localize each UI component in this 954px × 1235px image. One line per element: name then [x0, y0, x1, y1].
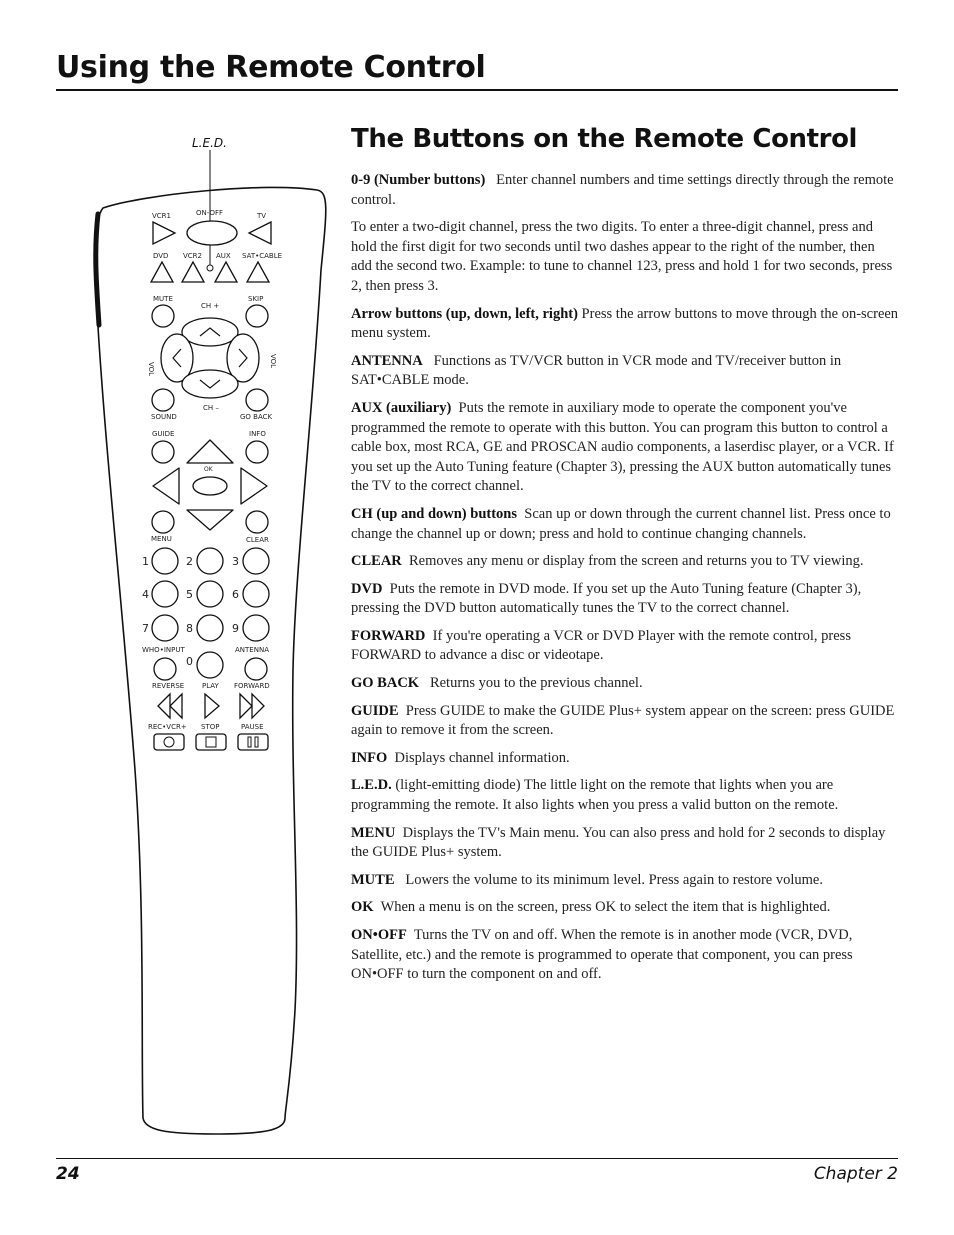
number-2-button[interactable]	[197, 548, 223, 574]
ch-down-button[interactable]	[182, 370, 238, 398]
sound-label: SOUND	[151, 413, 177, 421]
vcr2-label: VCR2	[183, 252, 202, 260]
page-number: 24	[56, 1164, 80, 1184]
entry-number-buttons	[351, 171, 899, 210]
stop-label: STOP	[201, 723, 220, 731]
clear-label: CLEAR	[246, 536, 269, 544]
go-back-label: GO BACK	[240, 413, 273, 421]
entry-term: MUTE	[351, 871, 395, 888]
mute-button[interactable]	[152, 305, 174, 327]
entry-go-back	[351, 674, 899, 694]
entry-text: If you're operating a VCR or DVD Player with the remote control, press FORWARD to advance a disc or videotape.	[351, 627, 851, 664]
entry-text: Lowers the volume to its minimum level. Press again to restore volume.	[405, 871, 823, 888]
entry-term: Arrow buttons (up, down, left, right)	[351, 305, 578, 322]
entry-text: Press GUIDE to make the GUIDE Plus+ system appear on the screen: press GUIDE again to remove it from the screen.	[351, 702, 895, 739]
guide-label: GUIDE	[152, 430, 175, 438]
entry-term: AUX (auxiliary)	[351, 399, 452, 416]
go-back-button[interactable]	[246, 389, 268, 411]
digit-6-label: 6	[232, 588, 239, 601]
number-9-button[interactable]	[243, 615, 269, 641]
skip-button[interactable]	[246, 305, 268, 327]
ch-up-button[interactable]	[182, 318, 238, 346]
guide-button[interactable]	[152, 441, 174, 463]
entry-dvd	[351, 580, 899, 619]
entry-text: When a menu is on the screen, press OK to select the item that is highlighted.	[380, 899, 831, 916]
entry-text: Displays the TV's Main menu. You can also press and hold for 2 seconds to display the GUIDE Plus+ system.	[351, 824, 886, 861]
entry-text: To enter a two-digit channel, press the two digits. To enter a three-digit channel, press and hold the first digit for two seconds until two dashes appear to the right of the number, then add the second two. Example: to tune to channel 123, press and hold 1 for two seconds, press 2, then press 3.	[351, 219, 893, 294]
pause-button[interactable]	[238, 734, 268, 750]
digit-4-label: 4	[142, 588, 149, 601]
number-5-button[interactable]	[197, 581, 223, 607]
digit-5-label: 5	[186, 588, 193, 601]
play-label: PLAY	[202, 682, 219, 690]
digit-9-label: 9	[232, 622, 239, 635]
menu-button[interactable]	[152, 511, 174, 533]
entry-term: GUIDE	[351, 702, 399, 719]
on-off-label: ON-OFF	[196, 209, 224, 217]
entry-text: Scan up or down through the current channel list. Press once to change the channel up or down; press and hold to continue changing channels.	[351, 505, 891, 542]
button-descriptions	[351, 171, 899, 993]
tv-label: TV	[257, 212, 267, 220]
entry-text: Functions as TV/VCR button in VCR mode and TV/receiver button in SAT•CABLE mode.	[351, 352, 842, 389]
number-1-button[interactable]	[152, 548, 178, 574]
rec-vcr-button[interactable]	[154, 734, 184, 750]
number-7-button[interactable]	[152, 615, 178, 641]
entry-guide	[351, 702, 899, 741]
digit-2-label: 2	[186, 555, 193, 568]
sat-cable-label: SAT•CABLE	[242, 252, 283, 260]
entry-term: OK	[351, 899, 374, 916]
entry-text: Puts the remote in auxiliary mode to operate the component you've programmed the remote to operate with this button. You can program this button to control a cable box, most RCA, GE and PROSCAN audio components, a laserdisc player, or a VCR. If you set up the Auto Tuning feature (Chapter 3), pressing the AUX button automatically tunes the TV to the correct channel.	[351, 399, 894, 495]
digit-3-label: 3	[232, 555, 239, 568]
entry-term: 0-9 (Number buttons)	[351, 172, 486, 188]
antenna-button[interactable]	[245, 658, 267, 680]
entry-term: ON•OFF	[351, 927, 407, 943]
ch-minus-label: CH –	[203, 404, 219, 412]
entry-led	[351, 776, 899, 815]
entry-term: CLEAR	[351, 553, 402, 570]
on-off-button[interactable]	[187, 221, 237, 245]
ok-label: OK	[204, 466, 213, 473]
remote-control-illustration	[85, 150, 335, 1150]
entry-arrow-buttons	[351, 305, 899, 344]
digit-8-label: 8	[186, 622, 193, 635]
vcr1-label: VCR1	[152, 212, 171, 220]
entry-text: Removes any menu or display from the screen and returns you to TV viewing.	[409, 553, 864, 570]
section-title: The Buttons on the Remote Control	[351, 124, 858, 154]
number-3-button[interactable]	[243, 548, 269, 574]
menu-label: MENU	[151, 535, 172, 543]
entry-text: (light-emitting diode) The little light on the remote that lights when you are programming the remote. It also lights when you press a valid button on the remote.	[351, 777, 839, 814]
entry-forward	[351, 627, 899, 666]
pause-label: PAUSE	[241, 723, 264, 731]
mute-label: MUTE	[153, 295, 173, 303]
ch-plus-label: CH +	[201, 302, 220, 310]
entry-text: Puts the remote in DVD mode. If you set up the Auto Tuning feature (Chapter 3), pressing the DVD button automatically tunes the TV to the correct channel.	[351, 580, 862, 617]
entry-text: Returns you to the previous channel.	[429, 675, 643, 692]
ok-button[interactable]	[193, 477, 227, 495]
info-label: INFO	[249, 430, 266, 438]
entry-text: Turns the TV on and off. When the remote is in another mode (VCR, DVD, Satellite, etc.) and the remote is programmed to operate that component, you can press ON•OFF to turn the component on and off.	[351, 927, 853, 983]
entry-term: CH (up and down) buttons	[351, 505, 518, 522]
entry-aux	[351, 399, 899, 497]
forward-label: FORWARD	[234, 682, 270, 690]
led-callout-label: L.E.D.	[192, 136, 227, 150]
entry-multi-digit	[351, 218, 899, 296]
who-input-button[interactable]	[154, 658, 176, 680]
who-input-label: WHO•INPUT	[142, 646, 185, 654]
vol-right-label: VOL	[269, 354, 277, 369]
aux-label: AUX	[216, 252, 231, 260]
footer-divider	[56, 1158, 898, 1159]
number-8-button[interactable]	[197, 615, 223, 641]
vol-left-label: VOL	[147, 362, 155, 377]
header-title: Using the Remote Control	[56, 50, 486, 85]
header-divider	[56, 89, 898, 91]
entry-menu	[351, 824, 899, 863]
chapter-label: Chapter 2	[813, 1164, 898, 1184]
entry-text: Enter channel numbers and time settings directly through the remote control.	[351, 172, 894, 208]
entry-ok	[351, 898, 899, 918]
entry-term: DVD	[351, 580, 383, 597]
entry-text: Displays channel information.	[394, 749, 570, 766]
entry-mute	[351, 871, 899, 891]
number-6-button[interactable]	[243, 581, 269, 607]
stop-button[interactable]	[196, 734, 226, 750]
reverse-label: REVERSE	[152, 682, 185, 690]
entry-term: MENU	[351, 824, 396, 841]
entry-term: L.E.D.	[351, 777, 392, 794]
info-button[interactable]	[246, 441, 268, 463]
entry-info	[351, 749, 899, 769]
entry-term: FORWARD	[351, 627, 426, 644]
dvd-label: DVD	[153, 252, 169, 260]
digit-7-label: 7	[142, 622, 149, 635]
clear-button[interactable]	[246, 511, 268, 533]
entry-term: INFO	[351, 749, 388, 766]
entry-clear	[351, 552, 899, 572]
entry-on-off	[351, 926, 899, 985]
entry-term: GO BACK	[351, 675, 420, 692]
antenna-label: ANTENNA	[235, 646, 269, 654]
skip-label: SKIP	[248, 295, 264, 303]
entry-antenna	[351, 352, 899, 391]
digit-0-label: 0	[186, 655, 193, 668]
entry-ch	[351, 505, 899, 544]
rec-vcr-label: REC•VCR+	[148, 723, 187, 731]
number-4-button[interactable]	[152, 581, 178, 607]
sound-button[interactable]	[152, 389, 174, 411]
entry-text: Press the arrow buttons to move through the on-screen menu system.	[351, 305, 899, 342]
entry-term: ANTENNA	[351, 352, 423, 369]
number-0-button[interactable]	[197, 652, 223, 678]
digit-1-label: 1	[142, 555, 149, 568]
